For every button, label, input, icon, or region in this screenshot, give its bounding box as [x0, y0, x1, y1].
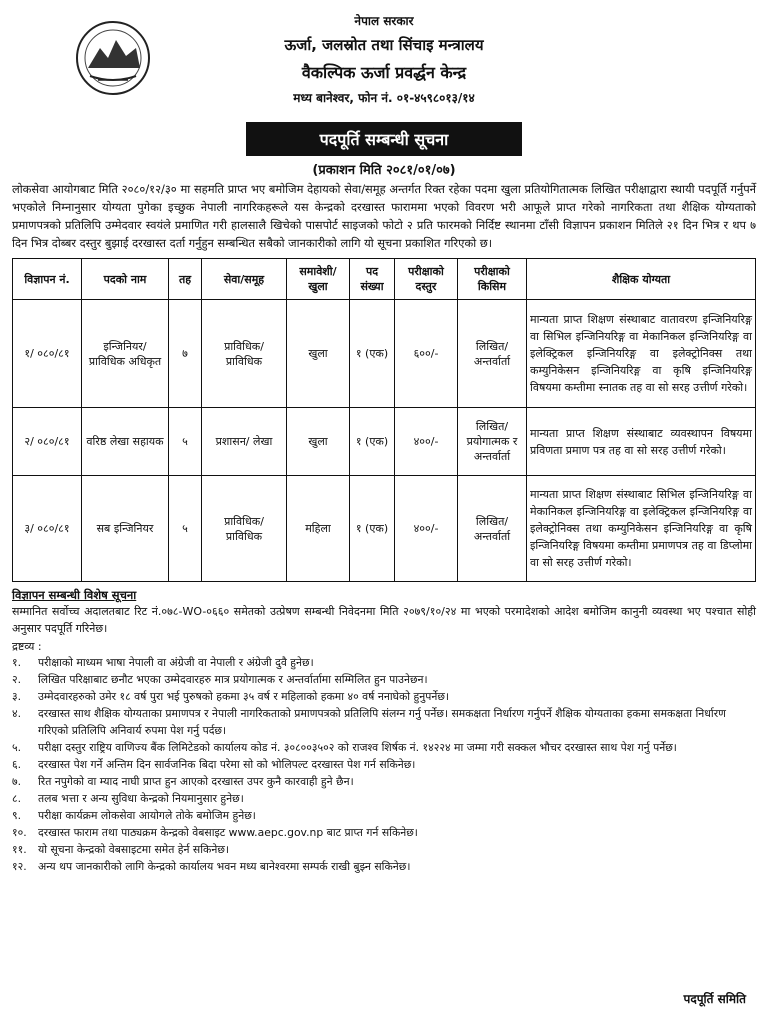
cell-level: ५	[169, 476, 202, 582]
office-address: मध्य बानेश्वर, फोन नं. ०१-४५९८०१३/१४	[293, 91, 475, 105]
table-row	[13, 408, 756, 476]
signature: पदपूर्ति समिति	[683, 992, 746, 1006]
list-item	[12, 756, 756, 773]
cell-service: प्राविधिक/ प्राविधिक	[202, 300, 287, 408]
office-name: वैकल्पिक ऊर्जा प्रवर्द्धन केन्द्र	[301, 63, 467, 82]
notice-title: पदपूर्ति सम्बन्धी सूचना	[246, 122, 522, 156]
list-item	[12, 705, 756, 739]
cell-inclusive: महिला	[287, 476, 350, 582]
col-service: सेवा/समूह	[202, 259, 287, 300]
cell-count: १ (एक)	[350, 300, 395, 408]
cell-post: वरिष्ठ लेखा सहायक	[82, 408, 169, 476]
cell-exam-type: लिखित/ अन्तर्वार्ता	[458, 476, 527, 582]
list-item	[12, 790, 756, 807]
publication-date: (प्रकाशन मिति २०८१/०१/०७)	[312, 163, 456, 178]
table-header-row	[13, 259, 756, 300]
col-ad-no: विज्ञापन नं.	[13, 259, 82, 300]
table-row	[13, 476, 756, 582]
note-text: परीक्षा दस्तुर राष्ट्रिय वाणिज्य बैंक लिमिटेडको कार्यालय कोड नं. ३०८००३५०२ को राजश्व शिर्षक नं. १४२२४ मा जम्मा गरी सक्कल भौचर दरखास्त साथ पेश गर्नु पर्नेछ।	[38, 741, 677, 754]
list-item	[12, 841, 756, 858]
note-text: उम्मेदवारहरुको उमेर १८ वर्ष पुरा भई पुरुषको हकमा ३५ वर्ष र महिलाको हकमा ४० वर्ष ननाघेको हुनुपर्नेछ।	[38, 690, 450, 703]
cell-qualification: मान्यता प्राप्त शिक्षण संस्थाबाट वातावरण इन्जिनियरिङ्ग वा सिभिल इन्जिनियरिङ्ग वा मेकानिकल इन्जिनियरिङ्ग वा इलेक्ट्रिकल इन्जिनियरिङ्ग वा इलेक्ट्रोनिक्स तथा कम्युनिकेसन इन्जिनियरिङ्ग वा कृषि इन्जिनियरिङ्ग विषयमा कम्तीमा स्नातक तह वा सो सरह उत्तीर्ण गरेको।	[527, 300, 756, 408]
note-text: दरखास्त पेश गर्ने अन्तिम दिन सार्वजनिक बिदा परेमा सो को भोलिपल्ट दरखास्त पेश गर्न सकिनेछ।	[38, 758, 416, 771]
note-number: ७.	[12, 775, 22, 788]
note-number: १.	[12, 656, 22, 669]
note-number: १०.	[12, 826, 27, 839]
note-number: ६.	[12, 758, 22, 771]
cell-post: इन्जिनियर/ प्राविधिक अधिकृत	[82, 300, 169, 408]
list-item	[12, 688, 756, 705]
cell-inclusive: खुला	[287, 408, 350, 476]
cell-ad-no: ३/ ०८०/८१	[13, 476, 82, 582]
note-text: रित नपुगेको वा म्याद नाघी प्राप्त हुन आएको दरखास्त उपर कुनै कारवाही हुने छैन।	[38, 775, 354, 788]
government-emblem-icon	[70, 18, 156, 98]
note-number: १२.	[12, 860, 27, 873]
cell-inclusive: खुला	[287, 300, 350, 408]
note-number: ४.	[12, 707, 22, 720]
note-text: तलब भत्ता र अन्य सुविधा केन्द्रको नियमानुसार हुनेछ।	[38, 792, 244, 805]
list-item	[12, 739, 756, 756]
note-text: लिखित परिक्षाबाट छनौट भएका उम्मेदवारहरु मात्र प्रयोगात्मक र अन्तर्वार्तामा सम्मिलित हुन पाउनेछन।	[38, 673, 428, 686]
cell-service: प्राविधिक/ प्राविधिक	[202, 476, 287, 582]
notice-page	[12, 6, 756, 875]
note-number: ३.	[12, 690, 22, 703]
cell-count: १ (एक)	[350, 408, 395, 476]
note-text: दरखास्त साथ शैक्षिक योग्यताका प्रमाणपत्र र नेपाली नागरिकताको प्रमाणपत्रको प्रतिलिपि संलग्न गर्नु पर्नेछ। समकक्षता निर्धारण गर्नुपर्ने शैक्षिक योग्यताका हकमा समकक्षता निर्धारण गरिएको प्रतिलिपि अनिवार्य रुपमा पेश गर्नु पर्दछ।	[38, 707, 726, 737]
cell-level: ७	[169, 300, 202, 408]
cell-exam-type: लिखित/ अन्तर्वार्ता	[458, 300, 527, 408]
list-item	[12, 654, 756, 671]
notes-title: द्रष्टव्य :	[12, 640, 42, 653]
table-row	[13, 300, 756, 408]
special-notice-text: सम्मानित सर्वोच्च अदालतबाट रिट नं.०७८-WO-०६६० समेतको उत्प्रेषण सम्बन्धी निवेदनमा मिति २०७९/१०/२४ मा भएको परमादेशको आदेश बमोजिम कानुनी व्यवस्था भए पश्चात सोही अनुसार पदपूर्ति गरिनेछ।	[12, 605, 756, 635]
notice-header	[12, 6, 756, 116]
cell-post: सब इन्जिनियर	[82, 476, 169, 582]
list-item	[12, 807, 756, 824]
ministry-name: ऊर्जा, जलस्रोत तथा सिंचाइ मन्त्रालय	[284, 36, 484, 54]
note-text: परीक्षाको माध्यम भाषा नेपाली वा अंग्रेजी वा नेपाली र अंग्रेजी दुवै हुनेछ।	[38, 656, 314, 669]
cell-exam-type: लिखित/ प्रयोगात्मक र अन्तर्वार्ता	[458, 408, 527, 476]
cell-level: ५	[169, 408, 202, 476]
col-fee: परीक्षाको दस्तुर	[395, 259, 458, 300]
cell-fee: ४००/-	[395, 476, 458, 582]
notes-list	[12, 654, 756, 875]
list-item	[12, 773, 756, 790]
col-level: तह	[169, 259, 202, 300]
note-number: २.	[12, 673, 22, 686]
note-number: ५.	[12, 741, 22, 754]
cell-fee: ४००/-	[395, 408, 458, 476]
special-notice-title: विज्ञापन सम्बन्धी विशेष सूचना	[12, 588, 137, 602]
cell-qualification: मान्यता प्राप्त शिक्षण संस्थाबाट सिभिल इन्जिनियरिङ्ग वा मेकानिकल इन्जिनियरिङ्ग वा इलेक्ट्रिकल इन्जिनियरिङ्ग वा इलेक्ट्रोनिक्स तथा कम्युनिकेसन इन्जिनियरिङ्ग वा कृषि इन्जिनियरिङ्ग विषयमा कम्तीमा प्रमाणपत्र तह वा डिप्लोमा वा सो सरह उत्तीर्ण गरेको।	[527, 476, 756, 582]
note-number: ८.	[12, 792, 22, 805]
note-text: अन्य थप जानकारीको लागि केन्द्रको कार्यालय भवन मध्य बानेश्वरमा सम्पर्क राखी बुझ्न सकिनेछ।	[38, 860, 411, 873]
note-text: परीक्षा कार्यक्रम लोकसेवा आयोगले तोके बमोजिम हुनेछ।	[38, 809, 256, 822]
cell-service: प्रशासन/ लेखा	[202, 408, 287, 476]
cell-count: १ (एक)	[350, 476, 395, 582]
note-text: यो सूचना केन्द्रको वेबसाइटमा समेत हेर्न सकिनेछ।	[38, 843, 229, 856]
col-qualification: शैक्षिक योग्यता	[527, 259, 756, 300]
col-post: पदको नाम	[82, 259, 169, 300]
note-number: ९.	[12, 809, 22, 822]
cell-ad-no: २/ ०८०/८१	[13, 408, 82, 476]
note-number: ११.	[12, 843, 27, 856]
list-item	[12, 858, 756, 875]
list-item	[12, 671, 756, 688]
cell-qualification: मान्यता प्राप्त शिक्षण संस्थाबाट व्यवस्थापन विषयमा प्रविणता प्रमाण पत्र तह वा सो सरह उत्तीर्ण गरेको।	[527, 408, 756, 476]
cell-ad-no: १/ ०८०/८१	[13, 300, 82, 408]
col-count: पद संख्या	[350, 259, 395, 300]
vacancy-table	[12, 258, 756, 582]
note-text: दरखास्त फाराम तथा पाठ्यक्रम केन्द्रको वेबसाइट www.aepc.gov.np बाट प्राप्त गर्न सकिनेछ।	[38, 826, 418, 839]
intro-paragraph: लोकसेवा आयोगबाट मिति २०८०/१२/३० मा सहमति प्राप्त भए बमोजिम देहायको सेवा/समूह अन्तर्गत रिक्त रहेका पदमा खुला प्रतियोगितात्मक लिखित परीक्षाद्वारा स्थायी पदपूर्ति गर्नुपर्ने भएकोले निम्नानुसार योग्यता पुगेका इच्छुक नेपाली नागरिकहरूले यस केन्द्रको दरखास्त फाराममा भएको विवरण भरी आफूले प्राप्त गरेको नागरिकता तथा शैक्षिक योग्यताको प्रमाणपत्रको प्रतिलिपि उम्मेदवार स्वयंले प्रमाणित गरी हालसालै खिचेको पासपोर्ट साइजको फोटो २ प्रति फारमको निर्दिष्ट स्थानमा टाँसी विज्ञापन प्रकाशन मितिले २१ दिन भित्र र थप ७ दिन भित्र दोब्बर दस्तुर बुझाई दरखास्त दर्ता गर्नुहुन सम्बन्धित सबैको जानकारीको लागि यो सूचना प्रकाशित गरिएको छ।	[12, 182, 756, 250]
list-item	[12, 824, 756, 841]
col-exam-type: परीक्षाको किसिम	[458, 259, 527, 300]
government-name: नेपाल सरकार	[354, 14, 414, 28]
cell-fee: ६००/-	[395, 300, 458, 408]
col-inclusive: समावेशी/ खुला	[287, 259, 350, 300]
